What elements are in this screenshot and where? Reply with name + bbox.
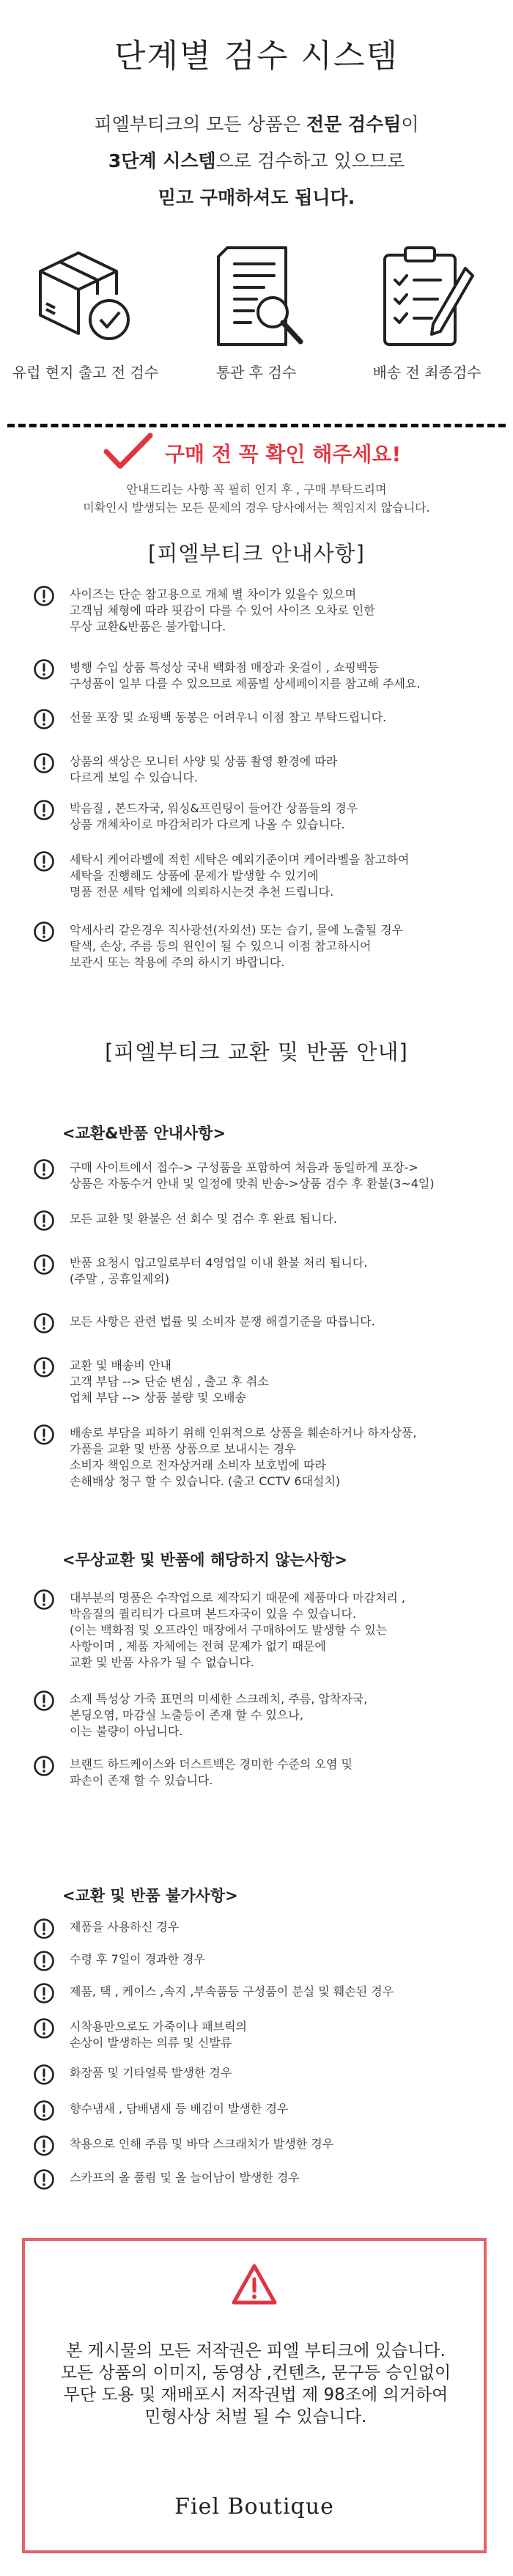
list-item-text: 배송로 부담을 피하기 위해 인위적으로 상품을 훼손하거나 하자상품, 가품을 교환 및 반품 상품으로 보내시는 경우 소비자 책임으로 전자상거래 소비자 보호법에 따라 손해배상 청구 할 수 있습니다. (출고 CCTV 6대설치) xyxy=(70,1426,417,1488)
exchange-subtitle-1: <교환&반품 안내사항> xyxy=(62,1125,226,1142)
list-item-text: 제품을 사용하신 경우 xyxy=(70,1920,180,1934)
alert-circle-icon xyxy=(33,752,55,774)
intro-bold-system: 3단계 시스템 xyxy=(108,150,216,172)
document-magnifier-icon xyxy=(198,242,315,352)
list-item-text: 악세사리 같은경우 직사광선(자외선) 또는 습기, 물에 노출될 경우 탈색, 손상, 주름 등의 원인이 될 수 있으니 이점 참고하시어 보관시 또는 착용에 주의 하시기 바랍니다. xyxy=(70,923,404,969)
list-item-text: 대부분의 명품은 수작업으로 제작되기 때문에 제품마다 마감처리 , 박음질의 퀄리티가 다르며 본드자국이 있을 수 있습니다. (이는 백화점 및 오프라인 매장에서 구매하여도 발생할 수 있는 사항이며 , 제품 자체에는 전혀 문제가 없기 때문에 교환 및 반품 사유가 될 수 없습니다. xyxy=(70,1591,406,1669)
step-2-label: 통관 후 검수 xyxy=(215,364,297,381)
brand-logo: Fiel Boutique xyxy=(174,2494,334,2520)
alert-circle-icon xyxy=(33,1918,55,1940)
alert-circle-icon xyxy=(33,1356,55,1378)
copyright-notice xyxy=(22,2238,487,2553)
intro-line-3: 믿고 구매하셔도 됩니다. xyxy=(158,187,355,208)
alert-circle-icon xyxy=(33,1254,55,1276)
alert-circle-icon xyxy=(33,585,55,607)
check-sub-1: 안내드리는 사항 꼭 필히 인지 후 , 구매 부탁드리며 xyxy=(126,482,387,496)
list-item-text: 제품, 택 , 케이스 ,속지 ,부속품등 구성품이 분실 및 훼손된 경우 xyxy=(70,1984,394,1998)
alert-circle-icon xyxy=(33,850,55,872)
page-title: 단계별 검수 시스템 xyxy=(114,37,399,75)
check-heading xyxy=(0,433,513,476)
list-item-text: 수령 후 7일이 경과한 경우 xyxy=(70,1952,206,1966)
alert-circle-icon xyxy=(33,1755,55,1777)
alert-circle-icon xyxy=(33,658,55,680)
list-item-text: 모든 교환 및 환불은 선 회수 및 검수 후 완료 됩니다. xyxy=(70,1212,338,1226)
list-item-text: 상품의 색상은 모니터 사양 및 상품 촬영 환경에 따라 다르게 보일 수 있습니다. xyxy=(70,754,338,784)
list-item-text: 브랜드 하드케이스와 더스트백은 경미한 수준의 오염 및 파손이 존재 할 수 있습니다. xyxy=(70,1757,353,1787)
list-item-text: 시착용만으로도 가죽이나 패브릭의 손상이 발생하는 의류 및 신발류 xyxy=(70,2020,248,2050)
list-item-text: 스카프의 올 풀림 및 올 늘어남이 발생한 경우 xyxy=(70,2171,300,2185)
list-item-text: 구매 사이트에서 접수-> 구성품을 포함하여 처음과 동일하게 포장-> 상품은 자동수거 안내 및 일정에 맞춰 반송->상품 검수 후 환불(3~4일) xyxy=(70,1160,435,1191)
list-item-text: 사이즈는 단순 참고용으로 개체 별 차이가 있을수 있으며 고객님 체형에 따라 핏감이 다를 수 있어 사이즈 오차로 인한 무상 교환&반품은 불가합니다. xyxy=(70,587,375,633)
box-check-icon xyxy=(27,242,144,352)
alert-circle-icon xyxy=(33,1312,55,1334)
copyright-text: 본 게시물의 모든 저작권은 피엘 부티크에 있습니다. 모든 상품의 이미지, 동영상 ,컨텐츠, 문구등 승인없이 무단 도용 및 재배포시 저작권법 제 98조에 의거하여 민형사상 처벌 될 수 있습니다. xyxy=(60,2341,451,2426)
list-item-text: 향수냄새 , 담배냄새 등 배김이 발생한 경우 xyxy=(70,2102,289,2116)
alert-circle-icon xyxy=(33,1690,55,1712)
alert-circle-icon xyxy=(33,1424,55,1446)
step-1 xyxy=(0,242,171,382)
list-item-text: 소재 특성상 가죽 표면의 미세한 스크레치, 주름, 압착자국, 본딩오염, 마감실 노출등이 존재 할 수 있으나, 이는 불량이 아닙니다. xyxy=(70,1692,368,1738)
step-3 xyxy=(342,242,512,382)
alert-circle-icon xyxy=(33,708,55,730)
list-item-text: 모든 사항은 관련 법률 및 소비자 분쟁 해결기준을 따릅니다. xyxy=(70,1314,375,1328)
alert-circle-icon xyxy=(33,2135,55,2157)
list-item-text: 교환 및 배송비 안내 고객 부담 --> 단순 변심 , 출고 후 취소 업체 부담 --> 상품 불량 및 오배송 xyxy=(70,1358,269,1405)
alert-circle-icon xyxy=(33,2017,55,2039)
warning-icon xyxy=(231,2263,278,2305)
list-item-text: 병행 수입 상품 특성상 국내 백화점 매장과 옷걸이 , 쇼핑백등 구성품이 일부 다를 수 있으므로 제품별 상세페이지를 참고해 주세요. xyxy=(70,660,421,691)
alert-circle-icon xyxy=(33,1158,55,1180)
step-2 xyxy=(171,242,342,382)
alert-circle-icon xyxy=(33,921,55,943)
list-item-text: 박음질 , 본드자국, 워싱&프린팅이 들어간 상품들의 경우 상품 개체차이로 마감처리가 다르게 나올 수 있습니다. xyxy=(70,801,358,831)
exchange-subtitle-2: <무상교환 및 반품에 해당하지 않는사항> xyxy=(62,1551,348,1569)
exchange-title: [피엘부티크 교환 및 반품 안내] xyxy=(105,1039,408,1064)
list-item-text: 선물 포장 및 쇼핑백 동봉은 어려우니 이점 참고 부탁드립니다. xyxy=(70,710,387,724)
check-sub-2: 미확인시 발생되는 모든 문제의 경우 당사에서는 책임지지 않습니다. xyxy=(83,501,430,515)
alert-circle-icon xyxy=(33,1589,55,1611)
list-item-text: 세탁시 케어라벨에 적힌 세탁은 예외기준이며 케어라벨을 참고하여 세탁을 진행해도 상품에 문제가 발생할 수 있기에 명품 전문 세탁 업체에 의뢰하시는것 추천 드립니다. xyxy=(70,853,410,899)
list-item-text: 화장품 및 기타얼룩 발생한 경우 xyxy=(70,2066,232,2080)
guide-title: [피엘부티크 안내사항] xyxy=(148,541,365,566)
alert-circle-icon xyxy=(33,799,55,821)
clipboard-pen-icon xyxy=(369,242,486,352)
alert-circle-icon xyxy=(33,2100,55,2121)
intro-bold-team: 전문 검수팀 xyxy=(306,114,402,135)
list-item-text: 착용으로 인해 주름 및 바닥 스크래치가 발생한 경우 xyxy=(70,2137,334,2151)
dashed-divider xyxy=(7,424,506,427)
check-title: 구매 전 꼭 확인 해주세요! xyxy=(165,442,402,466)
exchange-subtitle-3: <교환 및 반품 불가사항> xyxy=(62,1887,238,1905)
list-item-text: 반품 요청시 입고일로부터 4영업일 이내 환불 처리 됩니다. (주말 , 공휴일제외) xyxy=(70,1256,368,1286)
intro-line-2: 3단계 시스템으로 검수하고 있으므로 xyxy=(108,150,405,172)
step-1-label: 유럽 현지 출고 전 검수 xyxy=(12,364,159,381)
alert-circle-icon xyxy=(33,1982,55,2004)
alert-circle-icon xyxy=(33,2064,55,2086)
alert-circle-icon xyxy=(33,1210,55,1232)
inspection-steps xyxy=(0,242,513,403)
intro-line-1: 피엘부티크의 모든 상품은 전문 검수팀이 xyxy=(94,114,419,135)
alert-circle-icon xyxy=(33,2168,55,2190)
red-check-icon xyxy=(103,433,154,471)
alert-circle-icon xyxy=(33,1950,55,1972)
step-3-label: 배송 전 최종검수 xyxy=(372,364,481,381)
